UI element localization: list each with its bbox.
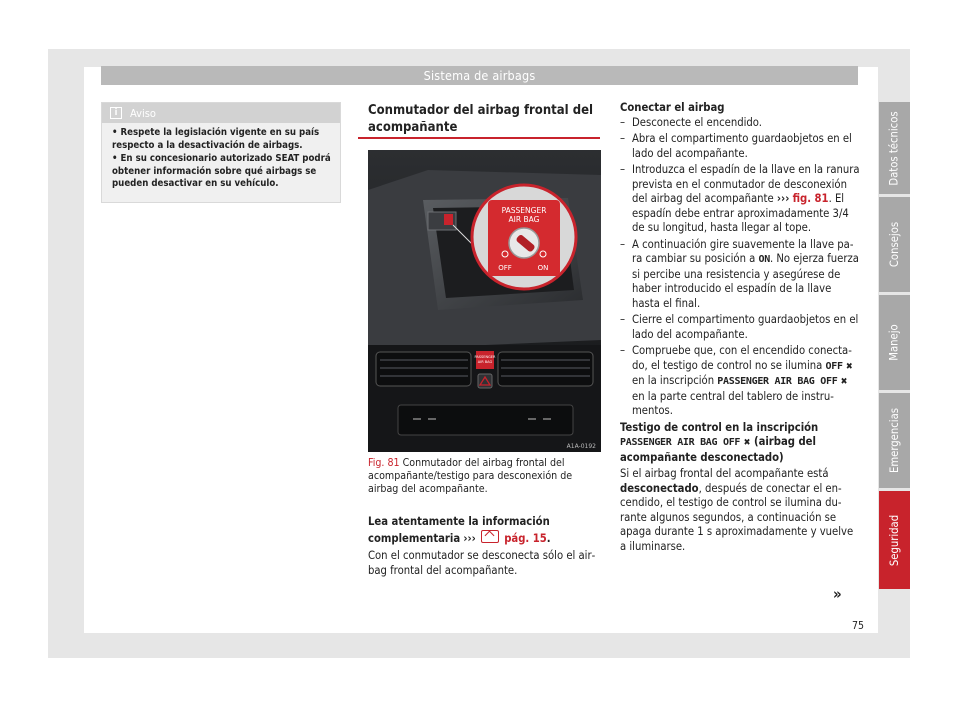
warning-list bbox=[102, 127, 340, 191]
testigo-heading-text: Testigo de control en la inscripción bbox=[620, 420, 819, 434]
page-ref-link[interactable]: pág. 15 bbox=[504, 531, 547, 545]
tab-label: Datos técnicos bbox=[888, 110, 901, 186]
tab-label: Emergencias bbox=[888, 407, 902, 474]
keyword-passenger-airbag-off: PASSENGER AIR BAG OFF bbox=[620, 437, 741, 448]
testigo-text: Si el airbag frontal del acompañante está bbox=[620, 467, 829, 480]
continue-mark: » bbox=[833, 585, 842, 603]
punctuation: . bbox=[546, 531, 551, 545]
callout-off-text: OFF bbox=[498, 264, 512, 272]
figure-81-image bbox=[368, 150, 601, 452]
warning-book-icon bbox=[481, 530, 499, 543]
figure-caption-text: Conmutador del airbag frontal del acompañante/testigo para desconexión de airbag del acompañante. bbox=[368, 457, 573, 495]
warning-item bbox=[112, 153, 332, 191]
tab-label: Manejo bbox=[888, 324, 902, 361]
step-item: – Desconecte el encendido. bbox=[620, 115, 762, 129]
ref-arrow: ››› bbox=[776, 192, 790, 205]
tab-emergencias[interactable] bbox=[879, 393, 910, 488]
bullet-icon: • bbox=[112, 153, 118, 164]
airbag-seat-icon: ✖ bbox=[845, 361, 853, 372]
keyword-on: ON bbox=[758, 254, 770, 265]
step-text: Introduzca el espadín de la llave en la ranura prevista en el conmutador de desconexión del airbag del acompañante bbox=[632, 163, 860, 205]
tab-datos-tecnicos[interactable] bbox=[879, 102, 910, 194]
warning-box bbox=[101, 102, 341, 203]
figure-ref-link[interactable]: fig. 81 bbox=[792, 192, 829, 205]
step-text: . El espadín debe entrar aproximadamente 3/4 de su longitud, hasta llegar al tope. bbox=[632, 192, 849, 234]
tab-consejos[interactable] bbox=[879, 197, 910, 292]
step-item: – Cierre el compartimento guardaobjetos en el lado del acompañante. bbox=[620, 313, 859, 341]
figure-label: Fig. 81 bbox=[368, 457, 400, 469]
warning-item-text: En su concesionario autorizado SEAT podrá obtener información sobre qué airbags se pueden desactivar en su vehículo. bbox=[112, 153, 331, 189]
section-title: Conmutador del airbag frontal del acompañante bbox=[368, 103, 594, 135]
step-item: – Introduzca el espadín de la llave en la ranura prevista en el conmutador de desconexión del airbag del acompañante ››› fig. 81. El espadín debe entrar aproximadamente 3/4 de su longitud, hasta llegar al tope. bbox=[620, 163, 860, 234]
section-title-rule bbox=[358, 137, 600, 139]
callout-airbag-text: AIR BAG bbox=[508, 215, 540, 224]
warning-box-header bbox=[102, 103, 340, 123]
warning-item bbox=[112, 127, 332, 152]
callout-passenger-text: PASSENGER bbox=[501, 206, 547, 215]
tab-label: Seguridad bbox=[888, 514, 901, 566]
read-info-note bbox=[368, 515, 600, 546]
callout-on-text: ON bbox=[537, 264, 549, 272]
intro-paragraph: Con el conmutador se desconecta sólo el airbag frontal del acompañante. bbox=[368, 549, 596, 577]
tab-label: Consejos bbox=[888, 221, 901, 268]
figure-caption bbox=[368, 457, 600, 496]
step-text: Cierre el compartimento guardaobjetos en el lado del acompañante. bbox=[632, 313, 859, 341]
step-item: – Compruebe que, con el encendido conectado, el testigo de control no se ilumina OFF ✖ en la inscripción PASSENGER AIR BAG OFF ✖ en la parte central del tablero de instrumentos. bbox=[620, 344, 853, 417]
page-number: 75 bbox=[852, 620, 865, 632]
read-info-text: Lea atentamente la información complementaria bbox=[368, 515, 550, 545]
testigo-paragraph bbox=[620, 467, 860, 554]
step-text: Desconecte el encendido. bbox=[632, 115, 762, 129]
step-text: Compruebe que, con el encendido conectado, el testigo de control no se ilumina bbox=[632, 344, 852, 372]
tab-seguridad[interactable] bbox=[879, 491, 910, 589]
bullet-icon: • bbox=[112, 127, 118, 138]
step-item: – A continuación gire suavemente la llave para cambiar su posición a ON. No ejerza fuerza si percibe una resistencia y asegúrese de haber introducido el espadín de la llave hasta el final. bbox=[620, 237, 859, 310]
ref-arrow: ››› bbox=[463, 531, 476, 545]
connect-heading: Conectar el airbag bbox=[620, 101, 725, 114]
svg-text:PASSENGER: PASSENGER bbox=[474, 355, 496, 359]
testigo-heading bbox=[620, 421, 860, 466]
step-text: . No ejerza fuerza si percibe una resistencia y asegúrese de haber introducido el espadín de la llave hasta el final. bbox=[632, 252, 859, 310]
testigo-bold-text: desconectado bbox=[620, 481, 699, 495]
warning-box-title: Aviso bbox=[130, 106, 156, 120]
airbag-seat-icon: ✖ bbox=[840, 377, 848, 387]
info-icon: i bbox=[110, 107, 122, 119]
testigo-heading-text: (airbag del acompañante desconectado) bbox=[620, 435, 816, 464]
keyword-passenger-airbag-off: PASSENGER AIR BAG OFF bbox=[717, 376, 838, 387]
tab-manejo[interactable] bbox=[879, 295, 910, 390]
step-text: Abra el compartimento guardaobjetos en el lado del acompañante. bbox=[632, 132, 852, 160]
warning-item-text: Respete la legislación vigente en su país respecto a la desactivación de airbags. bbox=[112, 127, 320, 151]
step-text: A continuación gire suavemente la llave para cambiar su posición a bbox=[632, 237, 854, 265]
instructions-column bbox=[620, 101, 860, 554]
dashboard-illustration bbox=[368, 150, 601, 452]
step-item: – Abra el compartimento guardaobjetos en el lado del acompañante. bbox=[620, 132, 852, 160]
keyword-off: OFF bbox=[825, 360, 843, 372]
chapter-header: Sistema de airbags bbox=[101, 66, 858, 85]
svg-text:AIR BAG: AIR BAG bbox=[477, 360, 493, 364]
testigo-text: , después de conectar el encendido, el testigo de control se ilumina durante algunos segundos, a continuación se apaga durante 1 s aproximadamente y vuelve a iluminarse. bbox=[620, 481, 854, 553]
figure-code: A1A-0192 bbox=[566, 443, 596, 450]
step-text: en la parte central del tablero de instrumentos. bbox=[632, 389, 834, 417]
airbag-seat-icon: ✖ bbox=[743, 438, 751, 448]
step-text: en la inscripción bbox=[632, 374, 715, 387]
